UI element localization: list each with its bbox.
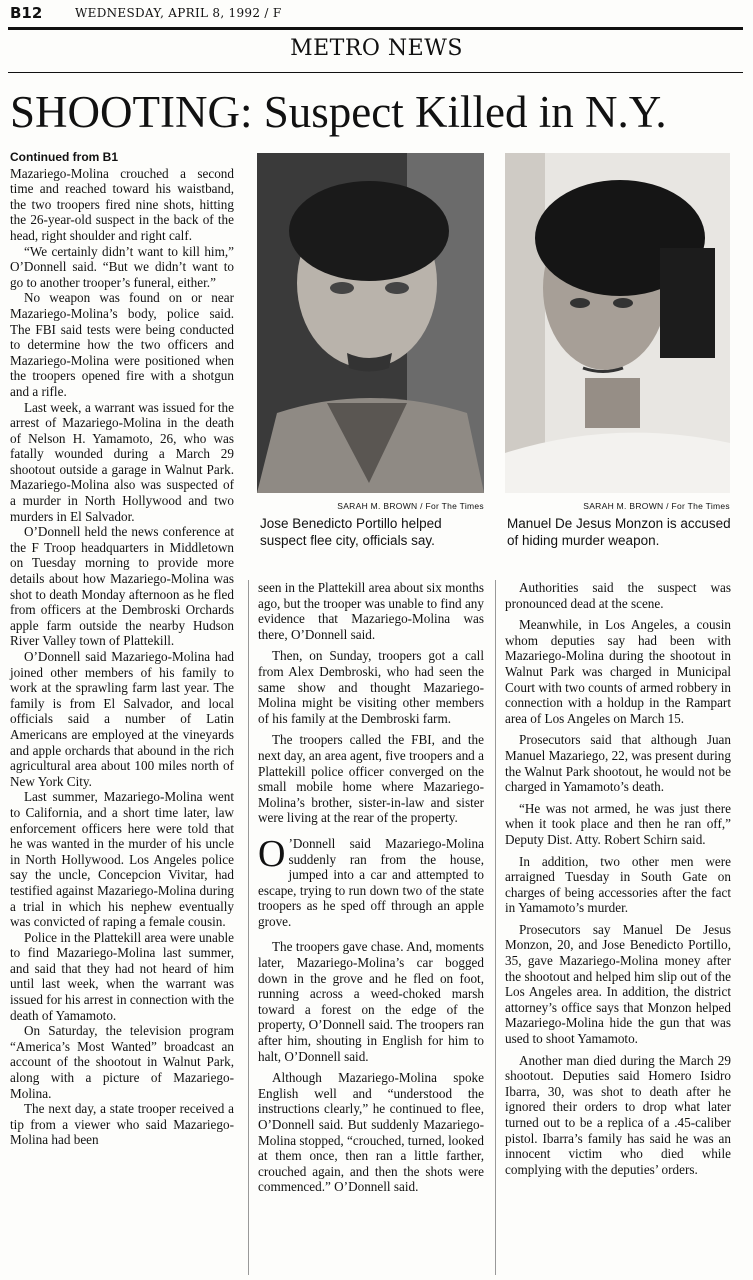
article-column-3 — [505, 580, 731, 1177]
continued-line: Continued from B1 — [10, 150, 118, 164]
portrait-image — [257, 153, 484, 493]
page-date: WEDNESDAY, APRIL 8, 1992 / F — [75, 6, 282, 20]
photo-credit-1: SARAH M. BROWN / For The Times — [337, 501, 484, 511]
paragraph: The troopers called the FBI, and the next day, an area agent, five troopers and a Plattekill police officer converged on the small mobile home where Mazariego-Molina’s brother, sister-in-law and sister were living at the rear of the property. — [258, 732, 484, 826]
paragraph: Prosecutors said that although Juan Manuel Mazariego, 22, was present during the Walnut Park shootout, he would not be charged in Yamamoto’s death. — [505, 732, 731, 795]
paragraph: Prosecutors say Manuel De Jesus Monzon, 20, and Jose Benedicto Portillo, 35, gave Mazariego-Molina money after the shootout and helped him slip out of the Los Angeles area. In addition, the district attorney’s office says that Monzon helped Mazariego-Molina hide the gun that was used to shoot Yamamoto. — [505, 921, 731, 1047]
paragraph: “He was not armed, he was just there when it took place and then he ran off,” Deputy Dist. Atty. Robert Schirn said. — [505, 800, 731, 847]
photo-caption-2: Manuel De Jesus Monzon is accused of hiding murder weapon. — [507, 516, 731, 548]
photo-caption-1: Jose Benedicto Portillo helped suspect flee city, officials say. — [260, 516, 442, 548]
paragraph: On Saturday, the television program “America’s Most Wanted” broadcast an account of the shootout in Walnut Park, along with a picture of Mazariego-Molina. — [10, 1023, 234, 1101]
paragraph: Police in the Plattekill area were unable to find Mazariego-Molina last summer, and said that they had not heard of him until last week, when the warrant was issued for his arrest in connection with the death of Yamamoto. — [10, 929, 234, 1023]
headline: SHOOTING: Suspect Killed in N.Y. — [10, 87, 667, 137]
section-title: METRO NEWS — [290, 36, 463, 61]
photo-monzon — [505, 153, 730, 493]
paragraph: “We certainly didn’t want to kill him,” O’Donnell said. “But we didn’t want to go to another trooper’s funeral, either.” — [10, 243, 234, 290]
page-number: B12 — [10, 4, 43, 22]
paragraph: Although Mazariego-Molina spoke English well and “understood the instructions clearly,” he continued to flee, O’Donnell said. But suddenly Mazariego-Molina stopped, “crouched, turned, looked at them once, then ran a little farther, crouched again, and then the shots were commenced.” O’Donnell said. — [258, 1070, 484, 1195]
paragraph: Then, on Sunday, troopers got a call from Alex Dembroski, who had seen the same show and thought Mazariego-Molina might be visiting other members of his family at the Dembroski farm. — [258, 648, 484, 726]
photo-credit-2: SARAH M. BROWN / For The Times — [583, 501, 730, 511]
photo-portillo — [257, 153, 484, 493]
paragraph: Meanwhile, in Los Angeles, a cousin whom deputies say had been with Mazariego-Molina during the shootout in Walnut Park was charged in Municipal Court with two counts of armed robbery in connection with a holdup in the Rampart area of Los Angeles on March 15. — [505, 617, 731, 726]
column-rule — [248, 580, 249, 1275]
paragraph: Authorities said the suspect was pronounced dead at the scene. — [505, 580, 731, 611]
section-rule — [8, 72, 743, 73]
paragraph: The troopers gave chase. And, moments later, Mazariego-Molina’s car bogged down in the grove and he fled on foot, running across a weed-choked marsh toward a forest on the edge of the property, O’Donnell said. The troopers ran after him, shouting in English for him to halt, O’Donnell said. — [258, 939, 484, 1064]
paragraph: O’Donnell held the news conference at the F Troop headquarters in Middletown on Tuesday morning to provide more details about how Mazariego-Molina was shot to death Monday afternoon as he fled from officers at the Dembroski Orchards apple farm outside the nearby Hudson River Valley town of Plattekill. — [10, 524, 234, 649]
masthead-rule — [8, 27, 743, 30]
paragraph: Another man died during the March 29 shootout. Deputies said Homero Isidro Ibarra, 30, was shot to death after he ignored their orders to drop what later turned out to be a replica of a .45-caliber pistol. Ibarra’s family has said he was an innocent victim who died while complying with the deputies’ orders. — [505, 1052, 731, 1177]
paragraph: Last week, a warrant was issued for the arrest of Mazariego-Molina in the death of Nelson H. Yamamoto, 26, who was fatally wounded during a March 29 shootout outside a garage in Walnut Park. Mazariego-Molina also was suspected of a murder in North Hollywood and two murders in El Salvador. — [10, 399, 234, 524]
paragraph: The next day, a state trooper received a tip from a viewer who said Mazariego-Molina had been — [10, 1101, 234, 1148]
paragraph: In addition, two other men were arraigned Tuesday in South Gate on charges of being accessories after the fact in Yamamoto’s murder. — [505, 853, 731, 916]
dropcap-letter: O — [258, 832, 286, 875]
article-column-2 — [258, 580, 484, 1195]
paragraph: seen in the Plattekill area about six months ago, but the trooper was unable to find any evidence that Mazariego-Molina was there, O’Donnell said. — [258, 580, 484, 642]
paragraph: Mazariego-Molina crouched a second time and reached toward his waistband, the two troopers fired nine shots, hitting the 26-year-old suspect in the back of the head, right shoulder and right calf. — [10, 165, 234, 243]
article-column-1 — [10, 150, 234, 1148]
paragraph: No weapon was found on or near Mazariego-Molina’s body, police said. The FBI said tests were being conducted to determine how the two officers and Mazariego-Molina were positioned when the troopers opened fire with a shotgun and a rifle. — [10, 290, 234, 399]
column-rule — [495, 580, 496, 1275]
paragraph: Last summer, Mazariego-Molina went to California, and a short time later, law enforcement officers here were told that he was wanted in the murder of his uncle in North Hollywood. Los Angeles police say the uncle, Concepcion Vivitar, had testified against Mazariego-Molina during a trial in which his nephew eventually was convicted of raping a female cousin. — [10, 789, 234, 930]
portrait-image — [505, 153, 730, 493]
dropcap-text: ’Donnell said Mazariego-Molina suddenly ran from the house, jumped into a car and attempted to escape, trying to run down two of the state troopers as he sped off through an apple grove. — [258, 835, 484, 929]
paragraph: O’Donnell said Mazariego-Molina had joined other members of his family to work at the sprawling farm last year. The family is from El Salvador, and local officials said a number of Latin Americans are employed at the vineyards and apple orchards that abound in the rich agricultural area about 100 miles north of New York City. — [10, 649, 234, 789]
dropcap-paragraph — [258, 832, 484, 930]
